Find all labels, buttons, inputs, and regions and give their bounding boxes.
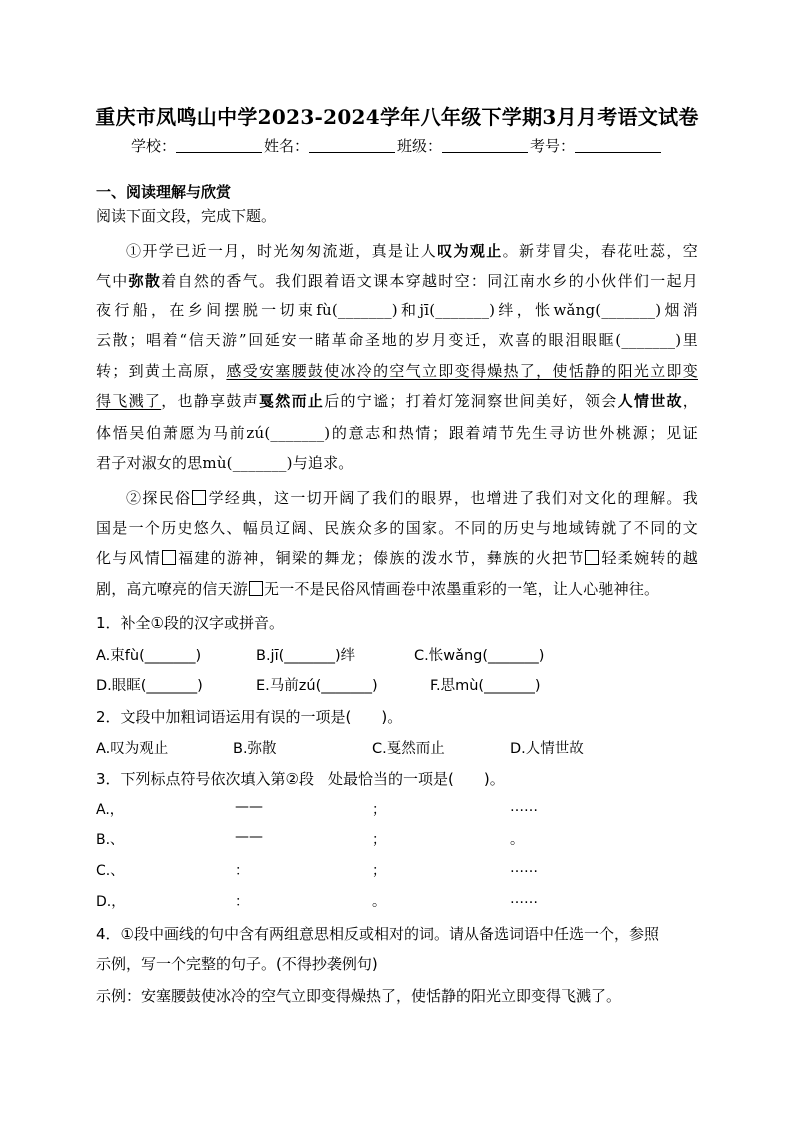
q3-option-b[interactable] <box>0 829 794 851</box>
q3-option-a[interactable] <box>0 799 794 821</box>
text: 无一不是民俗风情画卷中浓墨重彩的一笔，让人心驰神往。 <box>264 580 660 598</box>
punctuation-blank-box <box>162 550 176 565</box>
passage-p1-line-4: 云散；唱着“信天游”回延安一睹革命圣地的岁月变迁，欢喜的眼泪眼眶(_______)里 <box>96 331 698 349</box>
bold-word: 叹为观止 <box>437 242 503 260</box>
q2-option-a[interactable]: A.叹为观止 <box>96 741 169 757</box>
q1-option-c[interactable]: C.怅wǎng(_______) <box>414 648 545 664</box>
q3-b-mark-1: B.、 <box>96 832 125 848</box>
passage-p2-line-4 <box>96 578 698 599</box>
q3-d-mark-2: ： <box>235 894 249 910</box>
text: 学经典，这一切开阔了我们的眼界，也增进了我们对文化的理解。我 <box>207 489 698 507</box>
text: 后的宁谧；打着灯笼洞察世间美好，领会 <box>324 392 618 410</box>
name-blank[interactable] <box>309 138 395 153</box>
q1-option-b[interactable]: B.jī(_______)绊 <box>256 648 356 664</box>
q3-b-mark-3: ； <box>372 832 386 848</box>
bold-word: 弥散 <box>128 272 162 290</box>
punctuation-blank-box <box>585 550 599 565</box>
q2-option-c[interactable]: C.戛然而止 <box>372 741 445 757</box>
q2-option-d[interactable]: D.人情世故 <box>510 741 584 757</box>
school-blank[interactable] <box>176 138 262 153</box>
q3-c-mark-2: ： <box>235 863 249 879</box>
class-label: 班级： <box>397 137 443 155</box>
passage-p1-line-3: 夜行船，在乡间摆脱一切束fù(_______)和jī(_______)绊，怅wǎng(_______)烟消 <box>96 301 698 319</box>
q3-b-mark-2: —— <box>235 829 263 845</box>
question-4-stem-line-1: 4．①段中画线的句中含有两组意思相反或相对的词。请从备选词语中任选一个，参照 <box>96 925 659 943</box>
question-4-stem-line-2: 示例，写一个完整的句子。(不得抄袭例句) <box>96 955 378 973</box>
text: 处最恰当的一项是( )。 <box>328 770 505 788</box>
passage-p2-line-3 <box>96 547 698 568</box>
q3-a-mark-3: ； <box>372 802 386 818</box>
question-4-example: 示例：安塞腰鼓使冰冷的空气立即变得燥热了，使恬静的阳光立即变得飞溅了。 <box>96 987 622 1005</box>
text: ②探民俗 <box>126 489 192 507</box>
passage-p2-line-2: 国是一个历史悠久、幅员辽阔、民族众多的国家。不同的历史与地域铸就了不同的文 <box>96 519 698 537</box>
q3-a-mark-2: —— <box>235 799 263 815</box>
q3-d-mark-1: D.， <box>96 894 126 910</box>
text: ，也静享鼓声 <box>161 392 259 410</box>
q3-c-mark-4: …… <box>510 860 538 876</box>
passage-p1-line-1 <box>126 240 698 261</box>
q3-c-mark-3: ； <box>372 863 386 879</box>
text: 福建的游神，铜梁的舞龙；傣族的泼水节，彝族的火把节 <box>177 549 585 567</box>
passage-p2-line-1 <box>126 487 698 508</box>
text: 着自然的香气。我们跟着语文课本穿越时空：同江南水乡的小伙伴们一起月 <box>161 272 699 290</box>
bold-word: 戛然而止 <box>259 392 325 410</box>
exam-number-label: 考号： <box>530 137 576 155</box>
page-title: 重庆市凤鸣山中学2023-2024学年八年级下学期3月月考语文试卷 <box>95 105 699 129</box>
q1-option-e[interactable]: E.马前zú(_______) <box>256 678 378 694</box>
q3-a-mark-1: A.， <box>96 802 124 818</box>
q3-c-mark-1: C.、 <box>96 863 125 879</box>
passage-p1-line-7: 体悟吴伯萧愿为马前zú(_______)的意志和热情；跟着靖节先生寻访世外桃源；见证 <box>96 424 698 442</box>
q2-option-b[interactable]: B.弥散 <box>233 741 277 757</box>
passage-p1-line-8: 君子对淑女的思mù(_______)与追求。 <box>96 454 354 472</box>
q3-option-d[interactable] <box>0 891 794 913</box>
instruction: 阅读下面文段，完成下题。 <box>96 207 277 225</box>
name-label: 姓名： <box>263 137 309 155</box>
question-1-stem: 1．补全①段的汉字或拼音。 <box>96 614 284 632</box>
text: 。新芽冒尖，春花吐蕊，空 <box>502 242 698 260</box>
text: 转；到黄土高原， <box>96 362 227 380</box>
passage-p1-line-2 <box>96 270 698 291</box>
text: 剧，高亢嘹亮的信天游 <box>96 580 249 598</box>
text: 气中 <box>96 272 129 290</box>
section-title: 一、阅读理解与欣赏 <box>96 183 232 201</box>
passage-p1-line-6 <box>96 390 698 411</box>
q3-b-mark-4: 。 <box>510 832 524 848</box>
text: 化与风情 <box>96 549 162 567</box>
question-2-stem: 2．文段中加粗词语运用有误的一项是( )。 <box>96 708 403 726</box>
punctuation-blank-box <box>192 490 206 505</box>
q3-a-mark-4: …… <box>510 799 538 815</box>
text: ， <box>682 392 698 410</box>
q3-option-c[interactable] <box>0 860 794 882</box>
bold-word: 人情世故 <box>617 392 683 410</box>
class-blank[interactable] <box>442 138 528 153</box>
exam-number-blank[interactable] <box>575 138 661 153</box>
underlined-sentence: 感受安塞腰鼓使冰冷的空气立即变得燥热了，使恬静的阳光立即变 <box>226 362 698 380</box>
text: 3．下列标点符号依次填入第②段 <box>96 770 314 788</box>
student-info-line <box>0 135 794 156</box>
punctuation-blank-box <box>249 581 263 596</box>
text: ①开学已近一月，时光匆匆流逝，真是让人 <box>126 242 438 260</box>
school-label: 学校： <box>130 137 176 155</box>
q1-option-a[interactable]: A.束fù(_______) <box>96 648 202 664</box>
q1-option-f[interactable]: F.思mù(_______) <box>430 678 541 694</box>
underlined-sentence: 得飞溅了 <box>96 392 162 410</box>
text: 轻柔婉转的越 <box>600 549 698 567</box>
q1-option-d[interactable]: D.眼眶(_______) <box>96 678 203 694</box>
q3-d-mark-3: 。 <box>372 894 386 910</box>
passage-p1-line-5 <box>96 360 698 381</box>
question-3-stem <box>96 768 505 789</box>
q3-d-mark-4: …… <box>510 891 538 907</box>
